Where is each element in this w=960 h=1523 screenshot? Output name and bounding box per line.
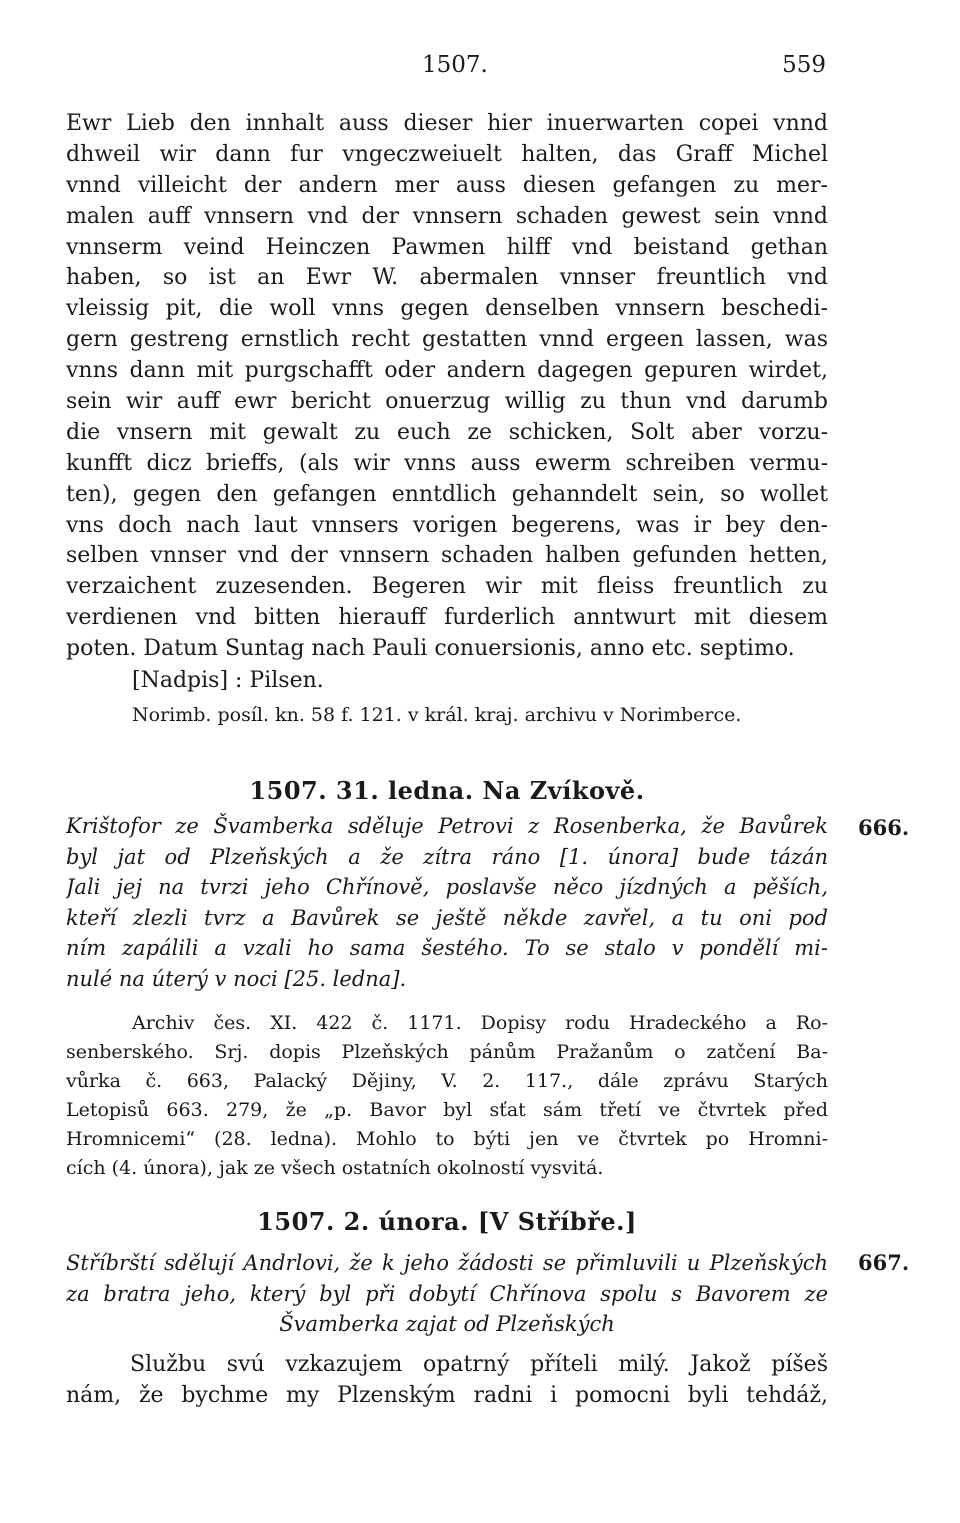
page-number: 559 — [782, 52, 826, 78]
text-line: verzaichent zuzesenden. Begeren wir mit fleiss freuntlich zu — [66, 574, 828, 600]
address-line — [66, 666, 828, 697]
text-line: poten. Datum Suntag nach Pauli conuersionis, anno etc. septimo. — [66, 636, 795, 662]
text-line: vnnd villeicht der andern mer auss diesen gefangen zu mer- — [66, 172, 828, 198]
text-line: vnns dann mit purgschafft oder andern dagegen gepuren wirdet, — [66, 358, 828, 384]
text-line: vns doch nach laut vnnsers vorigen begerens, was ir bey den- — [66, 512, 828, 538]
body-line: Službu svú vzkazujem opatrný příteli milý. Jakož píšeš — [130, 1352, 828, 1377]
summary-line: Jali jej na tvrzi jeho Chřínově, poslavše něco jízdných a pěších, — [66, 875, 828, 899]
summary-line: Švamberka zajat od Plzeňských — [279, 1312, 615, 1336]
entry-heading-666: 1507. 31. ledna. Na Zvíkově. — [249, 776, 645, 805]
header-year: 1507. — [422, 52, 488, 78]
summary-line: byl jat od Plzeňských a že zítra ráno [1. února] bude tázán — [66, 844, 828, 869]
text-line: sein wir auff ewr bericht onuerzug willig zu thun vnd darumb — [66, 389, 828, 415]
source-note — [66, 701, 828, 730]
text-line: verdienen vnd bitten hierauff furderlich anntwurt mit diesem — [66, 605, 828, 631]
entry-number-666: 666. — [858, 815, 910, 840]
continuation-text — [66, 109, 828, 665]
source-citation: Norimb. posíl. kn. 58 f. 121. v král. kraj. archivu v Norimberce. — [132, 704, 742, 726]
summary-line: Krištofor ze Švamberka sděluje Petrovi z Rosenberka, že Bavůrek — [66, 814, 828, 838]
entry-summary-666 — [66, 811, 828, 994]
note-line: senberského. Srj. dopis Plzeňských pánům Pražanům o zatčení Ba- — [66, 1041, 828, 1063]
text-line: vleissig pit, die woll vnns gegen denselben vnnsern beschedi- — [66, 296, 828, 322]
summary-line: nulé na úterý v noci [25. ledna]. — [66, 966, 407, 991]
summary-line: ním zapálili a vzali ho sama šestého. To se stalo v pondělí mi- — [66, 936, 828, 960]
entry-number-667: 667. — [858, 1250, 910, 1275]
text-line: kunfft dicz brieffs, (als wir vnns auss ewerm schreiben vermu- — [66, 450, 828, 476]
entry-note-666 — [66, 1009, 828, 1183]
text-line: malen auff vnnsern vnd der vnnsern schaden gewest sein vnnd — [66, 203, 828, 229]
text-line: Ewr Lieb den innhalt auss dieser hier inuerwarten copei vnnd — [66, 111, 828, 136]
note-line: Hromnicemi“ (28. ledna). Mohlo to býti jen ve čtvrtek po Hromni- — [66, 1128, 828, 1150]
entry-body-667 — [66, 1350, 828, 1412]
summary-line: za bratra jeho, který byl při dobytí Chřínova spolu s Bavorem ze — [66, 1281, 828, 1306]
note-line: Letopisů 663. 279, že „p. Bavor byl sťat sám třetí ve čtvrtek před — [66, 1099, 828, 1121]
address: [Nadpis] : Pilsen. — [132, 668, 324, 693]
text-line: selben vnnser vnd der vnnsern schaden halben gefunden hetten, — [66, 543, 828, 569]
text-line: ten), gegen den gefangen enntdlich gehanndelt sein, so wollet — [66, 481, 828, 507]
body-line: nám, že bychme my Plzenským radni i pomocni byli tehdáž, — [66, 1382, 828, 1408]
text-line: dhweil wir dann fur vngeczweiuelt halten, das Graff Michel — [66, 141, 828, 167]
text-line: vnnserm veind Heinczen Pawmen hilff vnd beistand gethan — [66, 234, 828, 260]
note-line: Archiv čes. XI. 422 č. 1171. Dopisy rodu Hradeckého a Ro- — [132, 1012, 828, 1034]
running-header — [66, 52, 826, 92]
text-line: die vnsern mit gewalt zu euch ze schicken, Solt aber vorzu- — [66, 419, 828, 445]
note-line: cích (4. února), jak ze všech ostatních okolností vysvitá. — [66, 1157, 604, 1179]
text-line: gern gestreng ernstlich recht gestatten vnnd ergeen lassen, was — [66, 327, 828, 353]
text-line: haben, so ist an Ewr W. abermalen vnnser freuntlich vnd — [66, 265, 828, 291]
entry-heading-667: 1507. 2. února. [V Stříbře.] — [257, 1207, 637, 1236]
summary-line: kteří zlezli tvrz a Bavůrek se ještě někde zavřel, a tu oni pod — [66, 905, 828, 930]
summary-line: Stříbrští sdělují Andrlovi, že k jeho žádosti se přimluvili u Plzeňských — [66, 1251, 828, 1275]
note-line: vůrka č. 663, Palacký Dějiny, V. 2. 117., dále zprávu Starých — [66, 1070, 828, 1092]
entry-summary-667 — [66, 1248, 828, 1340]
